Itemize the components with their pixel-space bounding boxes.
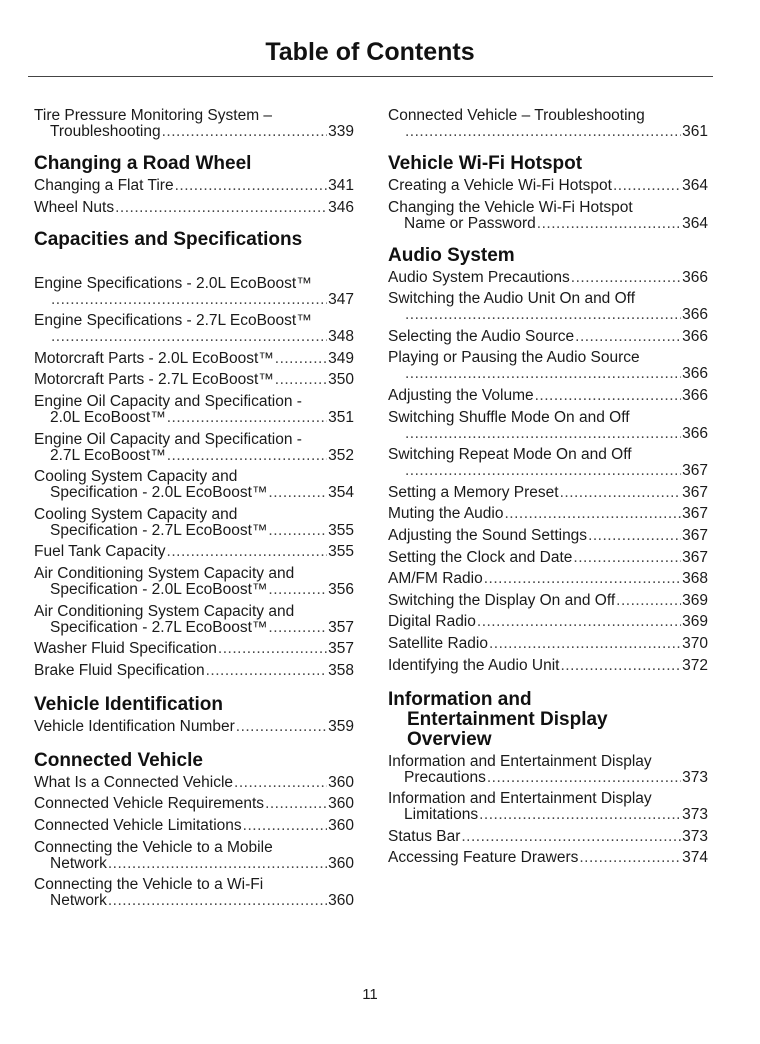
toc-entry-title: Limitations xyxy=(404,806,479,824)
toc-page-number: 346 xyxy=(328,198,354,216)
toc-left-column xyxy=(34,108,354,909)
toc-entry-digital-radio[interactable] xyxy=(388,614,708,630)
toc-entry-title: Changing the Vehicle Wi-Fi Hotspot xyxy=(388,198,633,216)
toc-section xyxy=(34,751,354,909)
toc-entry-connected-vehicle-troubleshooting[interactable] xyxy=(388,108,708,140)
toc-entry-vehicle-identification-number[interactable] xyxy=(34,719,354,735)
toc-entry-title: Engine Oil Capacity and Specification - xyxy=(34,430,302,448)
toc-entry-engine-specifications-2-0l-ecoboost[interactable] xyxy=(34,276,354,308)
toc-entry-title: Satellite Radio xyxy=(388,634,488,652)
toc-entry-title: Muting the Audio xyxy=(388,505,504,523)
toc-page-number: 374 xyxy=(682,849,708,867)
section-heading xyxy=(388,690,708,750)
toc-page-number: 349 xyxy=(328,349,354,367)
dot-leader xyxy=(218,641,327,657)
dot-leader xyxy=(579,850,681,866)
toc-page-number: 367 xyxy=(682,462,708,480)
section-heading xyxy=(34,230,354,250)
section-heading-text: Changing a Road Wheel xyxy=(34,153,252,174)
toc-entry-satellite-radio[interactable] xyxy=(388,636,708,652)
dot-leader xyxy=(560,658,681,674)
toc-entry-title: Engine Specifications - 2.0L EcoBoost™ xyxy=(34,274,312,292)
toc-entry-title: Specification - 2.0L EcoBoost™ xyxy=(50,580,268,598)
toc-page-number: 369 xyxy=(682,613,708,631)
toc-entry-title: Wheel Nuts xyxy=(34,198,115,216)
toc-entry-title: Specification - 2.7L EcoBoost™ xyxy=(50,521,268,539)
toc-page-number: 347 xyxy=(328,290,354,308)
toc-entry-selecting-the-audio-source[interactable] xyxy=(388,329,708,345)
toc-page-number: 373 xyxy=(682,768,708,786)
toc-entry-title: Air Conditioning System Capacity and xyxy=(34,602,295,620)
toc-page-number: 373 xyxy=(682,806,708,824)
dot-leader xyxy=(51,292,327,308)
toc-entry-title: Connecting the Vehicle to a Mobile xyxy=(34,838,273,856)
toc-page-number: 366 xyxy=(682,306,708,324)
toc-page-number: 352 xyxy=(328,446,354,464)
dot-leader xyxy=(265,796,327,812)
dot-leader xyxy=(405,124,681,140)
toc-page-number: 355 xyxy=(328,521,354,539)
toc-entry-title: Creating a Vehicle Wi-Fi Hotspot xyxy=(388,177,612,194)
toc-entry-title: Setting the Clock and Date xyxy=(388,548,573,566)
toc-entry-playing-or-pausing-the-audio-source[interactable] xyxy=(388,350,708,382)
toc-entry-status-bar[interactable] xyxy=(388,829,708,845)
toc-entry-title: Audio System Precautions xyxy=(388,268,570,286)
toc-entry-information-and-entertainment-display-precautions[interactable] xyxy=(388,754,708,786)
toc-entry-title: Setting a Memory Preset xyxy=(388,483,559,501)
toc-section xyxy=(388,154,708,232)
toc-page-number: 359 xyxy=(328,717,354,735)
toc-section xyxy=(34,230,354,679)
toc-entry-air-conditioning-system-capacity-and-specification-2-0l-ecoboost[interactable] xyxy=(34,566,354,598)
page-number: 11 xyxy=(362,986,378,1003)
dot-leader xyxy=(234,775,327,791)
toc-page-number: 369 xyxy=(682,591,708,609)
toc-entry-adjusting-the-sound-settings[interactable] xyxy=(388,528,708,544)
toc-entry-title: Cooling System Capacity and xyxy=(34,468,238,486)
toc-entry-title: Fuel Tank Capacity xyxy=(34,543,166,561)
section-heading xyxy=(34,695,354,715)
toc-entry-title: Brake Fluid Specification xyxy=(34,661,205,679)
toc-page-number: 351 xyxy=(328,408,354,426)
dot-leader xyxy=(405,463,681,479)
toc-page-number: 358 xyxy=(328,661,354,679)
toc-page-number: 354 xyxy=(328,484,354,502)
toc-entry-engine-oil-capacity-and-specification-2-7l-ecoboost[interactable] xyxy=(34,432,354,464)
toc-entry-setting-a-memory-preset[interactable] xyxy=(388,485,708,501)
toc-entry-switching-shuffle-mode-on-and-off[interactable] xyxy=(388,410,708,442)
toc-entry-title: Vehicle Identification Number xyxy=(34,717,235,735)
dot-leader xyxy=(537,216,681,232)
dot-leader xyxy=(243,818,327,834)
section-heading-text: Information and xyxy=(388,688,532,710)
dot-leader xyxy=(487,770,681,786)
toc-entry-changing-the-vehicle-wi-fi-hotspot-name-or-password[interactable] xyxy=(388,200,708,232)
dot-leader xyxy=(479,807,681,823)
toc-entry-tire-pressure-monitoring-system-troubleshooting[interactable] xyxy=(34,108,354,140)
section-heading xyxy=(388,246,708,266)
dot-leader xyxy=(236,719,327,735)
toc-entry-title: Cooling System Capacity and xyxy=(34,505,238,523)
toc-entry-title: Specification - 2.7L EcoBoost™ xyxy=(50,618,268,636)
toc-page-number: 366 xyxy=(682,424,708,442)
section-heading xyxy=(34,751,354,771)
toc-entry-identifying-the-audio-unit[interactable] xyxy=(388,658,708,674)
toc-page-number: 339 xyxy=(328,123,354,140)
section-heading xyxy=(388,154,708,174)
dot-leader xyxy=(268,582,327,598)
dot-leader xyxy=(175,178,328,194)
toc-entry-title: Information and Entertainment Display xyxy=(388,752,652,770)
toc-page-number: 373 xyxy=(682,827,708,845)
section-heading-text: Audio System xyxy=(388,244,515,266)
toc-entry-title: Switching the Audio Unit On and Off xyxy=(388,290,636,308)
toc-page-number: 360 xyxy=(328,892,354,910)
dot-leader xyxy=(268,620,327,636)
toc-entry-title: Motorcraft Parts - 2.0L EcoBoost™ xyxy=(34,349,274,367)
toc-entry-title: Status Bar xyxy=(388,827,461,845)
toc-entry-title: Switching Repeat Mode On and Off xyxy=(388,446,632,464)
toc-entry-title: Adjusting the Sound Settings xyxy=(388,526,588,544)
dot-leader xyxy=(616,593,681,609)
toc-page-number: 357 xyxy=(328,618,354,636)
toc-entry-changing-a-flat-tire[interactable] xyxy=(34,178,354,194)
toc-page-number: 355 xyxy=(328,543,354,561)
toc-entry-title: Engine Oil Capacity and Specification - xyxy=(34,392,302,410)
section-heading-text: Overview xyxy=(407,728,492,750)
toc-entry-title: Air Conditioning System Capacity and xyxy=(34,564,295,582)
toc-entry-connected-vehicle-requirements[interactable] xyxy=(34,796,354,812)
toc-page-number: 360 xyxy=(328,816,354,834)
dot-leader xyxy=(484,571,681,587)
toc-entry-title: Information and Entertainment Display xyxy=(388,790,652,808)
toc-entry-creating-a-vehicle-wi-fi-hotspot[interactable] xyxy=(388,178,708,194)
section-heading xyxy=(34,154,354,174)
toc-entry-cooling-system-capacity-and-specification-2-0l-ecoboost[interactable] xyxy=(34,469,354,501)
toc-entry-audio-system-precautions[interactable] xyxy=(388,270,708,286)
toc-page-number: 360 xyxy=(328,854,354,872)
toc-page-number: 348 xyxy=(328,328,354,346)
dot-leader xyxy=(108,893,327,909)
toc-entry-title: Tire Pressure Monitoring System – xyxy=(34,107,273,124)
toc-section xyxy=(34,695,354,735)
toc-entry-title: Switching Shuffle Mode On and Off xyxy=(388,408,630,426)
toc-entry-title: What Is a Connected Vehicle xyxy=(34,773,234,791)
toc-page-number: 366 xyxy=(682,386,708,404)
toc-entry-title: Connected Vehicle Limitations xyxy=(34,816,242,834)
toc-entry-title: Troubleshooting xyxy=(50,123,161,140)
dot-leader xyxy=(115,200,327,216)
toc-page-number: 356 xyxy=(328,580,354,598)
toc-entry-am-fm-radio[interactable] xyxy=(388,571,708,587)
toc-page-number: 341 xyxy=(328,177,354,194)
toc-entry-title: Selecting the Audio Source xyxy=(388,327,575,345)
toc-page-number: 370 xyxy=(682,634,708,652)
toc-page-number: 360 xyxy=(328,773,354,791)
toc-entry-title: Network xyxy=(50,854,107,872)
dot-leader xyxy=(573,550,681,566)
dot-leader xyxy=(167,410,327,426)
toc-entry-title: Digital Radio xyxy=(388,613,476,631)
toc-entry-title: Switching the Display On and Off xyxy=(388,591,616,609)
toc-entry-title: Identifying the Audio Unit xyxy=(388,656,560,674)
toc-entry-title: Playing or Pausing the Audio Source xyxy=(388,349,640,367)
toc-entry-brake-fluid-specification[interactable] xyxy=(34,663,354,679)
toc-entry-what-is-a-connected-vehicle[interactable] xyxy=(34,775,354,791)
toc-entry-title: Adjusting the Volume xyxy=(388,386,534,404)
toc-entry-title: Specification - 2.0L EcoBoost™ xyxy=(50,484,268,502)
toc-entry-title: Changing a Flat Tire xyxy=(34,177,174,194)
dot-leader xyxy=(167,448,327,464)
toc-right-column xyxy=(388,108,708,866)
toc-entry-title: 2.0L EcoBoost™ xyxy=(50,408,166,426)
toc-page-number: 350 xyxy=(328,371,354,389)
toc-entry-connected-vehicle-limitations[interactable] xyxy=(34,818,354,834)
toc-entry-engine-oil-capacity-and-specification-2-0l-ecoboost[interactable] xyxy=(34,394,354,426)
dot-leader xyxy=(167,544,328,560)
toc-entry-cooling-system-capacity-and-specification-2-7l-ecoboost[interactable] xyxy=(34,507,354,539)
toc-entry-air-conditioning-system-capacity-and-specification-2-7l-ecoboost[interactable] xyxy=(34,604,354,636)
dot-leader xyxy=(405,307,681,323)
title-divider xyxy=(28,76,713,77)
toc-entry-motorcraft-parts-2-7l-ecoboost[interactable] xyxy=(34,372,354,388)
toc-entry-title: Connected Vehicle – Troubleshooting xyxy=(388,107,645,124)
toc-page-number: 367 xyxy=(682,505,708,523)
toc-section xyxy=(388,108,708,140)
dot-leader xyxy=(461,829,681,845)
toc-entry-accessing-feature-drawers[interactable] xyxy=(388,850,708,866)
toc-entry-fuel-tank-capacity[interactable] xyxy=(34,544,354,560)
dot-leader xyxy=(575,329,681,345)
toc-entry-adjusting-the-volume[interactable] xyxy=(388,388,708,404)
dot-leader xyxy=(405,366,681,382)
toc-section xyxy=(34,154,354,216)
toc-entry-title: Precautions xyxy=(404,768,486,786)
dot-leader xyxy=(405,426,681,442)
toc-page-number: 367 xyxy=(682,548,708,566)
toc-entry-connecting-the-vehicle-to-a-wi-fi-network[interactable] xyxy=(34,877,354,909)
toc-page-number: 360 xyxy=(328,795,354,813)
section-heading-text: Vehicle Identification xyxy=(34,693,223,715)
section-heading-text: Vehicle Wi-Fi Hotspot xyxy=(388,153,583,174)
dot-leader xyxy=(51,329,327,345)
toc-entry-switching-the-display-on-and-off[interactable] xyxy=(388,593,708,609)
toc-section xyxy=(388,690,708,867)
toc-page-number: 368 xyxy=(682,570,708,588)
dot-leader xyxy=(162,124,328,140)
toc-page-number: 357 xyxy=(328,640,354,658)
toc-entry-title: Motorcraft Parts - 2.7L EcoBoost™ xyxy=(34,371,274,389)
dot-leader xyxy=(275,351,327,367)
page-title: Table of Contents xyxy=(265,38,475,66)
dot-leader xyxy=(268,485,327,501)
section-heading-text: Capacities and Specifications xyxy=(34,228,303,250)
toc-entry-connecting-the-vehicle-to-a-mobile-network[interactable] xyxy=(34,840,354,872)
toc-entry-muting-the-audio[interactable] xyxy=(388,506,708,522)
dot-leader xyxy=(571,270,681,286)
toc-section xyxy=(34,108,354,140)
dot-leader xyxy=(477,614,681,630)
toc-page-number: 364 xyxy=(682,177,708,194)
toc-entry-title: 2.7L EcoBoost™ xyxy=(50,446,166,464)
dot-leader xyxy=(206,663,328,679)
section-heading-text: Entertainment Display xyxy=(407,708,608,730)
toc-entry-title: AM/FM Radio xyxy=(388,570,483,588)
toc-entry-engine-specifications-2-7l-ecoboost[interactable] xyxy=(34,313,354,345)
toc-page-number: 366 xyxy=(682,268,708,286)
toc-entry-title: Connecting the Vehicle to a Wi-Fi xyxy=(34,876,264,894)
dot-leader xyxy=(275,372,327,388)
toc-page-number: 364 xyxy=(682,214,708,232)
toc-entry-wheel-nuts[interactable] xyxy=(34,200,354,216)
toc-entry-motorcraft-parts-2-0l-ecoboost[interactable] xyxy=(34,351,354,367)
toc-entry-setting-the-clock-and-date[interactable] xyxy=(388,550,708,566)
toc-entry-switching-repeat-mode-on-and-off[interactable] xyxy=(388,447,708,479)
dot-leader xyxy=(108,856,327,872)
toc-page-number: 366 xyxy=(682,365,708,383)
toc-entry-switching-the-audio-unit-on-and-off[interactable] xyxy=(388,291,708,323)
dot-leader xyxy=(535,388,682,404)
dot-leader xyxy=(268,523,327,539)
toc-entry-title: Connected Vehicle Requirements xyxy=(34,795,265,813)
dot-leader xyxy=(613,178,681,194)
dot-leader xyxy=(504,506,681,522)
toc-entry-information-and-entertainment-display-limitations[interactable] xyxy=(388,791,708,823)
toc-entry-title: Accessing Feature Drawers xyxy=(388,849,579,867)
toc-entry-title: Engine Specifications - 2.7L EcoBoost™ xyxy=(34,312,312,330)
dot-leader xyxy=(560,485,682,501)
toc-page-number: 372 xyxy=(682,656,708,674)
dot-leader xyxy=(588,528,681,544)
toc-entry-title: Name or Password xyxy=(404,214,536,232)
toc-page-number: 361 xyxy=(682,123,708,140)
dot-leader xyxy=(489,636,681,652)
toc-page-number: 367 xyxy=(682,483,708,501)
toc-page-number: 367 xyxy=(682,526,708,544)
toc-entry-title: Network xyxy=(50,892,107,910)
toc-page-number: 366 xyxy=(682,327,708,345)
section-heading-text: Connected Vehicle xyxy=(34,749,203,771)
toc-section xyxy=(388,246,708,674)
toc-entry-title: Washer Fluid Specification xyxy=(34,640,217,658)
toc-entry-washer-fluid-specification[interactable] xyxy=(34,641,354,657)
